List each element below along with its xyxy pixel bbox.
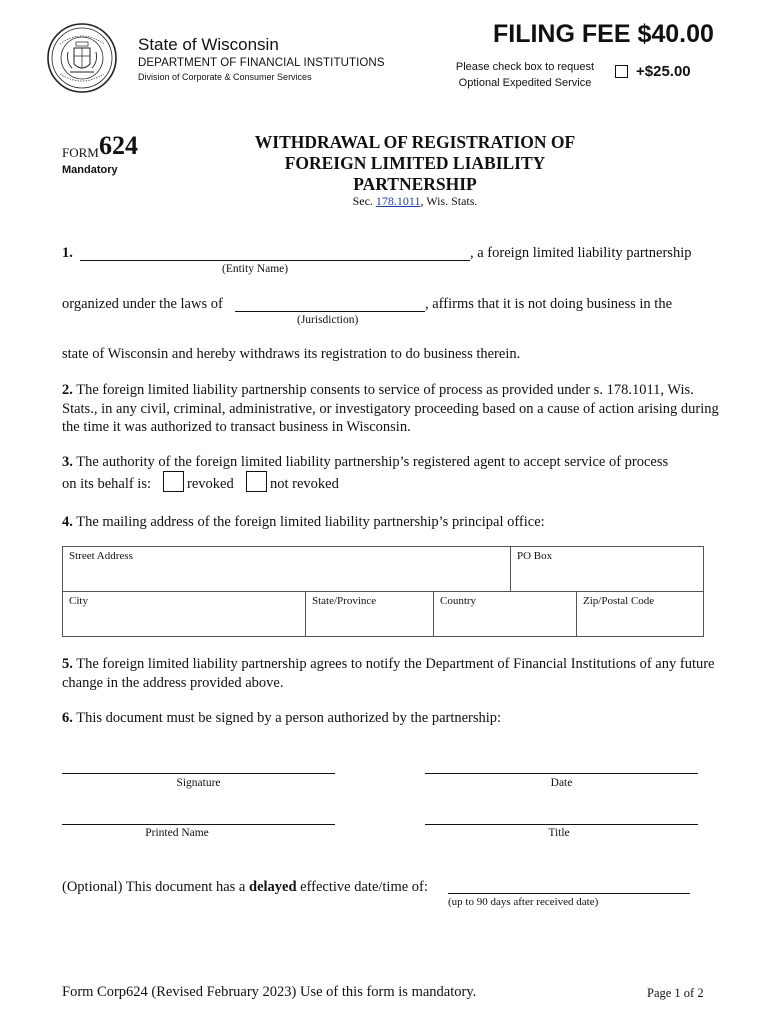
date-label: Date xyxy=(550,777,573,789)
not-revoked-checkbox[interactable] xyxy=(246,471,267,492)
state-seal-icon xyxy=(46,22,118,94)
delayed-date-prefix: (Optional) This document has a xyxy=(62,879,249,895)
expedited-request-text xyxy=(452,59,598,91)
section-6-number: 6. xyxy=(62,710,73,726)
section-2 xyxy=(62,381,722,437)
section-5-number: 5. xyxy=(62,656,73,672)
jurisdiction-caption: (Jurisdiction) xyxy=(297,314,359,326)
department-name: DEPARTMENT OF FINANCIAL INSTITUTIONS xyxy=(138,57,385,69)
expedited-service-checkbox[interactable] xyxy=(615,65,628,78)
country-label: Country xyxy=(440,595,477,607)
section-3-line2-prefix: on its behalf is: xyxy=(62,476,152,492)
form-label: FORM xyxy=(62,145,99,160)
city-label: City xyxy=(69,595,88,607)
zip-label: Zip/Postal Code xyxy=(583,595,655,607)
delayed-date-text xyxy=(62,879,428,896)
page-number: Page 1 of 2 xyxy=(647,986,704,1000)
filing-fee: FILING FEE $40.00 xyxy=(493,20,714,48)
street-address-cell[interactable] xyxy=(63,547,510,591)
state-name: State of Wisconsin xyxy=(138,35,279,54)
not-revoked-label: not revoked xyxy=(270,476,339,492)
section-1-text-c: , affirms that it is not doing business in the xyxy=(425,296,673,312)
section-6-text: This document must be signed by a person authorized by the partnership: xyxy=(76,710,502,726)
country-cell[interactable] xyxy=(434,592,576,636)
entity-name-field[interactable] xyxy=(80,244,470,261)
statute-reference xyxy=(210,194,620,209)
po-box-label: PO Box xyxy=(517,550,553,562)
section-2-text: The foreign limited liability partnership consents to service of process as provided under s. 178.1011, Wis. Stats., in any civil, criminal, administrative, or investigatory proceeding based on a cause of action arising during the time it was authorized to transact business in Wisconsin. xyxy=(62,382,719,435)
mandatory-label: Mandatory xyxy=(62,164,118,176)
section-5 xyxy=(62,655,722,692)
form-title-line1: WITHDRAWAL OF REGISTRATION OF xyxy=(254,132,576,152)
expedited-request-line2: Optional Expedited Service xyxy=(458,77,592,89)
statute-link[interactable]: 178.1011 xyxy=(375,194,421,208)
section-1-text-b: organized under the laws of xyxy=(62,296,223,312)
printed-name-field[interactable] xyxy=(62,812,335,825)
title-label: Title xyxy=(548,827,570,839)
statute-prefix: Sec. xyxy=(352,194,373,208)
address-table xyxy=(62,546,704,637)
delayed-word: delayed xyxy=(249,879,297,895)
street-address-label: Street Address xyxy=(69,550,133,562)
delayed-date-suffix: effective date/time of: xyxy=(296,879,428,895)
section-6 xyxy=(62,710,501,727)
po-box-cell[interactable] xyxy=(511,547,703,591)
jurisdiction-field[interactable] xyxy=(235,295,425,312)
section-5-text: The foreign limited liability partnership agrees to notify the Department of Financial Institutions of any future change in the address provided above. xyxy=(62,656,715,691)
form-footer-info: Form Corp624 (Revised February 2023) Use of this form is mandatory. xyxy=(62,984,477,1000)
signature-field[interactable] xyxy=(62,761,335,774)
section-3-line1 xyxy=(62,454,668,471)
section-4-number: 4. xyxy=(62,514,73,530)
section-2-number: 2. xyxy=(62,382,73,398)
title-field[interactable] xyxy=(425,812,698,825)
form-title-line3: PARTNERSHIP xyxy=(353,174,477,194)
form-title-line2: FOREIGN LIMITED LIABILITY xyxy=(284,153,546,173)
expedited-request-line1: Please check box to request xyxy=(455,61,595,73)
revoked-checkbox[interactable] xyxy=(163,471,184,492)
city-cell[interactable] xyxy=(63,592,305,636)
delayed-date-caption: (up to 90 days after received date) xyxy=(448,896,599,908)
section-4 xyxy=(62,514,545,531)
entity-name-caption: (Entity Name) xyxy=(222,263,289,275)
form-title xyxy=(210,132,620,195)
date-field[interactable] xyxy=(425,761,698,774)
section-4-text: The mailing address of the foreign limited liability partnership’s principal office: xyxy=(76,514,545,530)
state-province-cell[interactable] xyxy=(306,592,433,636)
section-1-number: 1. xyxy=(62,245,73,261)
section-1-text-d: state of Wisconsin and hereby withdraws its registration to do business therein. xyxy=(62,346,521,362)
section-3-text: The authority of the foreign limited liability partnership’s registered agent to accept service of process xyxy=(76,454,669,470)
state-province-label: State/Province xyxy=(312,595,377,607)
delayed-date-field[interactable] xyxy=(448,879,690,894)
division-name: Division of Corporate & Consumer Services xyxy=(138,72,312,82)
expedited-fee: +$25.00 xyxy=(636,63,691,80)
zip-cell[interactable] xyxy=(577,592,703,636)
section-3-number: 3. xyxy=(62,454,73,470)
section-1-text-a: , a foreign limited liability partnership xyxy=(470,245,692,261)
form-number: 624 xyxy=(99,131,138,160)
revoked-label: revoked xyxy=(187,476,234,492)
signature-label: Signature xyxy=(176,777,221,789)
statute-suffix: , Wis. Stats. xyxy=(420,194,478,208)
printed-name-label: Printed Name xyxy=(145,827,209,839)
